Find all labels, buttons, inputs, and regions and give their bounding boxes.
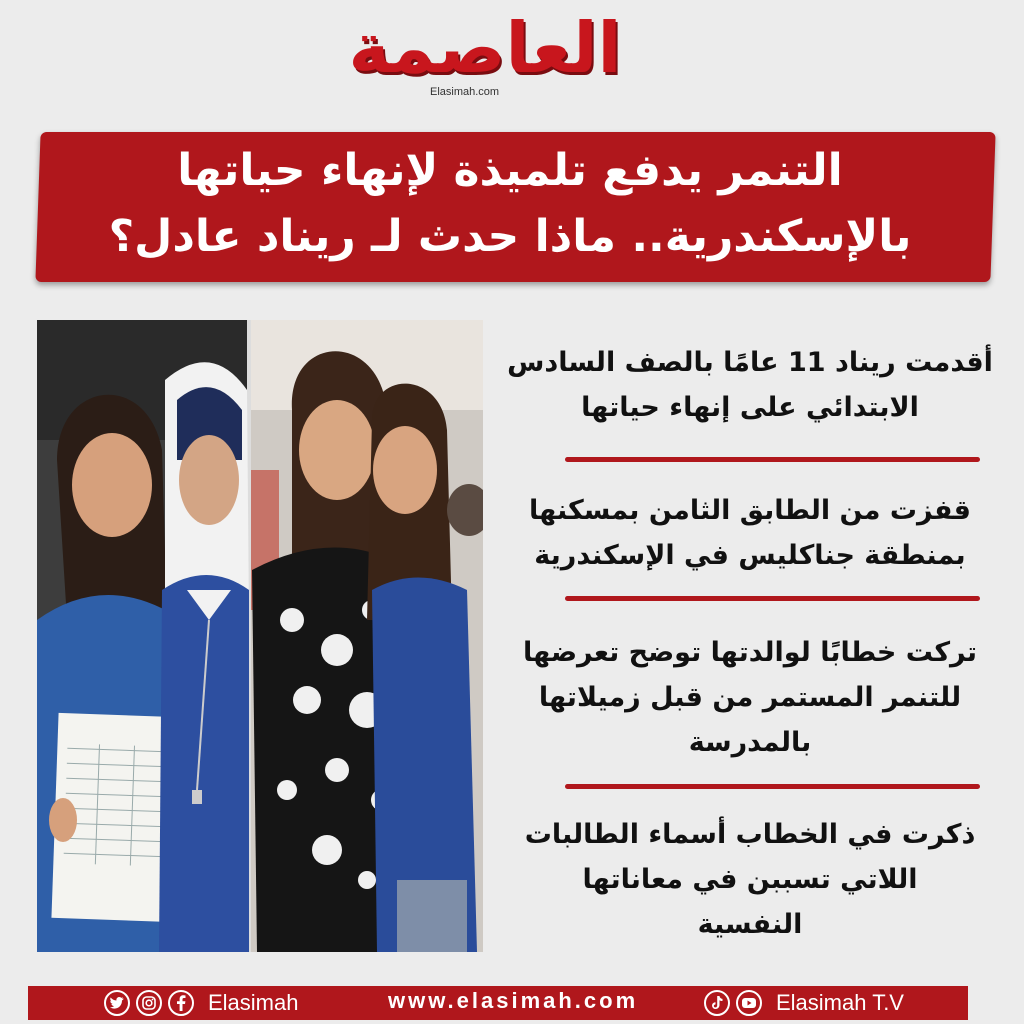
key-points [500,330,1000,970]
bullet-2 [500,488,1000,578]
headline [60,138,960,278]
news-photo [37,320,483,952]
bullet-3-line-2: للتنمر المستمر من قبل زميلاتها [538,682,962,713]
bullet-4 [500,812,1000,947]
separator [565,596,980,601]
bullet-4-line-3: النفسية [697,909,803,940]
tv-links [704,988,904,1018]
facebook-icon[interactable] [168,990,194,1016]
twitter-icon[interactable] [104,990,130,1016]
bullet-4-line-2: اللاتي تسببن في معاناتها [582,864,918,895]
website-link[interactable]: www.elasimah.com [388,988,639,1013]
bullet-4-line-1: ذكرت في الخطاب أسماء الطالبات [524,819,976,850]
bullet-3-line-1: تركت خطابًا لوالدتها توضح تعرضها [523,637,977,668]
separator [565,784,980,789]
bullet-3-line-3: بالمدرسة [688,727,812,758]
site-logo[interactable] [340,8,630,103]
tv-handle[interactable]: Elasimah T.V [776,990,904,1015]
bullet-1-line-1: أقدمت ريناد 11 عامًا بالصف السادس [507,347,993,378]
headline-line-2: بالإسكندرية.. ماذا حدث لـ ريناد عادل؟ [108,211,912,262]
social-links [104,988,298,1018]
bullet-2-line-1: قفزت من الطابق الثامن بمسكنها [529,495,971,526]
instagram-icon[interactable] [136,990,162,1016]
tiktok-icon[interactable] [704,990,730,1016]
bullet-3 [500,630,1000,765]
bullet-1-line-2: الابتدائي على إنهاء حياتها [581,392,919,423]
bullet-2-line-2: بمنطقة جناكليس في الإسكندرية [534,540,966,571]
social-handle[interactable]: Elasimah [208,990,299,1015]
logo-url: Elasimah.com [430,86,500,98]
headline-line-1: التنمر يدفع تلميذة لإنهاء حياتها [177,145,843,196]
separator [565,457,980,462]
youtube-icon[interactable] [736,990,762,1016]
logo-wordmark: العاصمة [348,7,622,89]
bullet-1 [500,340,1000,430]
footer-bar [28,986,968,1020]
